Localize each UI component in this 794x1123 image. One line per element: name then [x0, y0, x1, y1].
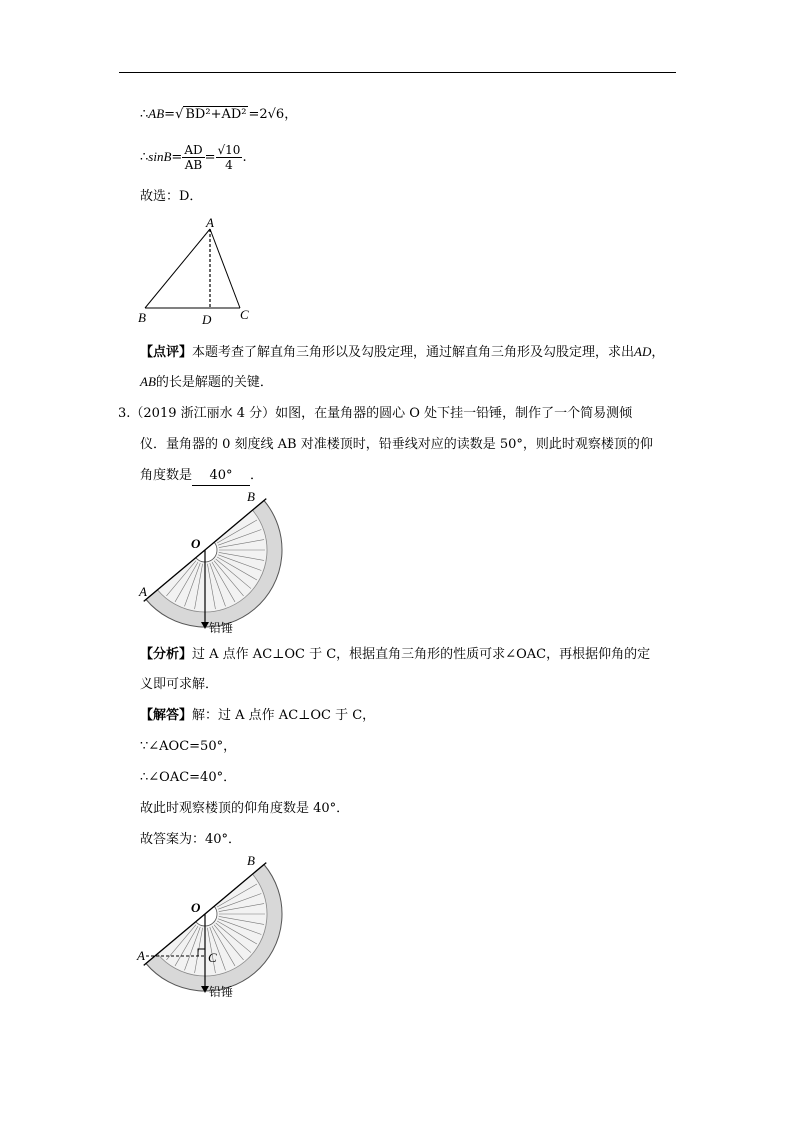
p2-label-b: B [247, 853, 255, 868]
comment-line-2: AB的长是解题的关键． [140, 374, 273, 390]
ab-equation: ∴AB=√ BD²+AD² =2√6， [140, 106, 298, 122]
solution-line-1: 【解答】解：过 A 点作 AC⊥OC 于 C， [140, 708, 376, 723]
answer-blank: 40° [192, 467, 250, 486]
label-a: A [206, 215, 214, 230]
label-c: C [240, 307, 249, 322]
choose-answer: 故选：D． [140, 189, 203, 204]
p1-weight-label: 铅锤 [209, 621, 234, 635]
analysis-line-1: 【分析】过 A 点作 AC⊥OC 于 C，根据直角三角形的性质可求∠OAC，再根据仰角的定 [140, 647, 651, 662]
p1-label-o: O [191, 536, 201, 551]
p2-weight-label: 铅锤 [209, 985, 234, 999]
p2-label-c: C [208, 950, 217, 965]
comment-line-1: 【点评】本题考查了解直角三角形以及勾股定理，通过解直角三角形及勾股定理，求出AD， [140, 344, 665, 360]
solution-line-5: 故答案为：40°． [140, 832, 242, 847]
q3-line-1: 3.（2019 浙江丽水 4 分）如图，在量角器的圆心 O 处下挂一铅锤，制作了一个简易测倾 [118, 406, 633, 421]
protractor-figure-2 [135, 852, 285, 1002]
solution-line-2: ∵∠AOC=50°， [140, 739, 237, 754]
triangle-figure [130, 215, 260, 330]
p2-label-a: A [137, 948, 145, 963]
q3-line-2: 仪．量角器的 0 刻度线 AB 对准楼顶时，铅垂线对应的读数是 50°，则此时观察楼顶的仰 [140, 437, 653, 452]
header-rule [119, 72, 676, 73]
label-d: D [202, 312, 212, 327]
label-b: B [138, 310, 146, 325]
p2-label-o: O [191, 900, 201, 915]
p1-label-a: A [139, 584, 147, 599]
protractor-figure-1 [135, 488, 285, 638]
solution-line-3: ∴∠OAC=40°． [140, 770, 237, 785]
p1-label-b: B [247, 489, 255, 504]
analysis-line-2: 义即可求解． [140, 677, 219, 692]
q3-line-3: 角度数是 40° ． [140, 467, 263, 486]
solution-line-4: 故此时观察楼顶的仰角度数是 40°． [140, 801, 350, 816]
sinb-equation: ∴sinB= $\frac{AD}{AB}$ = $\frac{√10}{4}$ . [140, 143, 247, 172]
